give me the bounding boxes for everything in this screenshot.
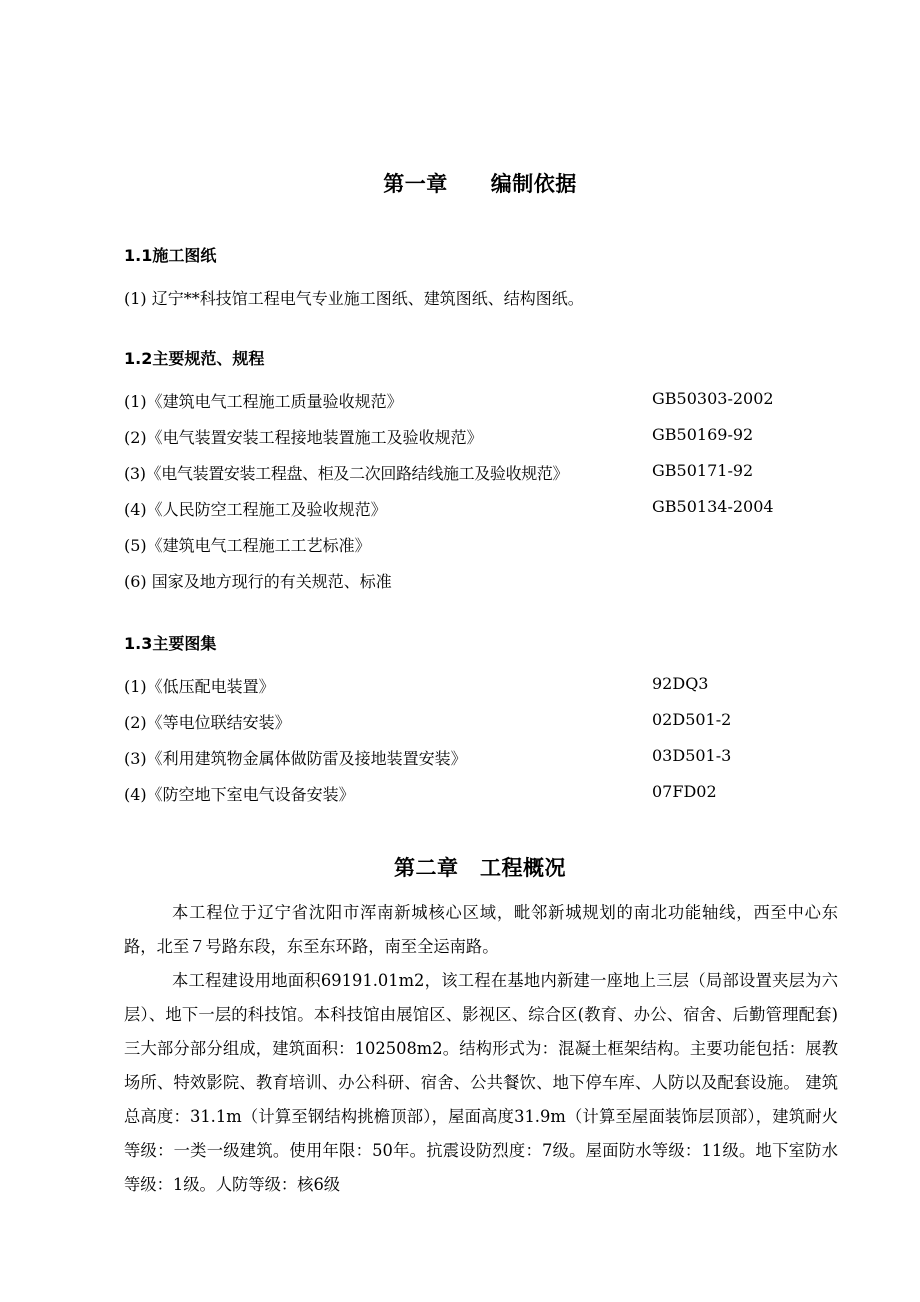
standard-item-title: (5)《建筑电气工程施工工艺标准》 — [124, 536, 371, 555]
atlas-item-code: 02D501-2 — [652, 710, 732, 729]
body-paragraph: 本工程建设用地面积69191.01m2，该工程在基地内新建一座地上三层（局部设置夹层为六层）、地下一层的科技馆。本科技馆由展馆区、影视区、综合区(教育、办公、宿舍、后勤管理配套)三大部分部分组成，建筑面积：102508m2。结构形式为：混凝土框架结构。主要功能包括：展教场所、特效影院、教育培训、办公科研、宿舍、公共餐饮、地下停车库、人防以及配套设施。 建筑总高度：31.1m（计算至钢结构挑檐顶部），屋面高度31.9m（计算至屋面装饰层顶部），建筑耐火等级：一类一级建筑。使用年限：50年。抗震设防烈度：7级。屋面防水等级：11级。地下室防水等级：1级。人防等级：核6级 — [124, 971, 838, 1194]
section-1-1-item: (1) 辽宁**科技馆工程电气专业施工图纸、建筑图纸、结构图纸。 — [124, 289, 584, 308]
atlas-item-code: 92DQ3 — [652, 674, 709, 693]
standard-item-title: (1)《建筑电气工程施工质量验收规范》 — [124, 392, 403, 411]
body-paragraph: 本工程位于辽宁省沈阳市浑南新城核心区域，毗邻新城规划的南北功能轴线，西至中心东路，北至７号路东段，东至东环路，南至全运南路。 — [124, 903, 838, 956]
standard-item-code: GB50169-92 — [652, 425, 754, 444]
atlas-item-title: (2)《等电位联结安装》 — [124, 713, 291, 732]
standard-item-title: (2)《电气装置安装工程接地装置施工及验收规范》 — [124, 428, 483, 447]
standard-item-code: GB50171-92 — [652, 461, 754, 480]
atlas-item-title: (1)《低压配电装置》 — [124, 677, 275, 696]
atlas-item-code: 03D501-3 — [652, 746, 732, 765]
atlas-item-title: (3)《利用建筑物金属体做防雷及接地装置安装》 — [124, 749, 467, 768]
standard-item-title: (3)《电气装置安装工程盘、柜及二次回路结线施工及验收规范》 — [124, 464, 569, 483]
section-1-3-heading: 1.3主要图集 — [124, 634, 217, 653]
standard-item-title: (6) 国家及地方现行的有关规范、标准 — [124, 572, 392, 591]
standard-item-title: (4)《人民防空工程施工及验收规范》 — [124, 500, 387, 519]
atlas-item-title: (4)《防空地下室电气设备安装》 — [124, 785, 355, 804]
section-1-1-heading: 1.1施工图纸 — [124, 246, 217, 265]
atlas-item-code: 07FD02 — [652, 782, 717, 801]
standard-item-code: GB50134-2004 — [652, 497, 774, 516]
chapter-1-title: 第一章 编制依据 — [383, 172, 577, 196]
standard-item-code: GB50303-2002 — [652, 389, 774, 408]
section-1-2-heading: 1.2主要规范、规程 — [124, 349, 265, 368]
chapter-2-title: 第二章 工程概况 — [394, 856, 566, 880]
